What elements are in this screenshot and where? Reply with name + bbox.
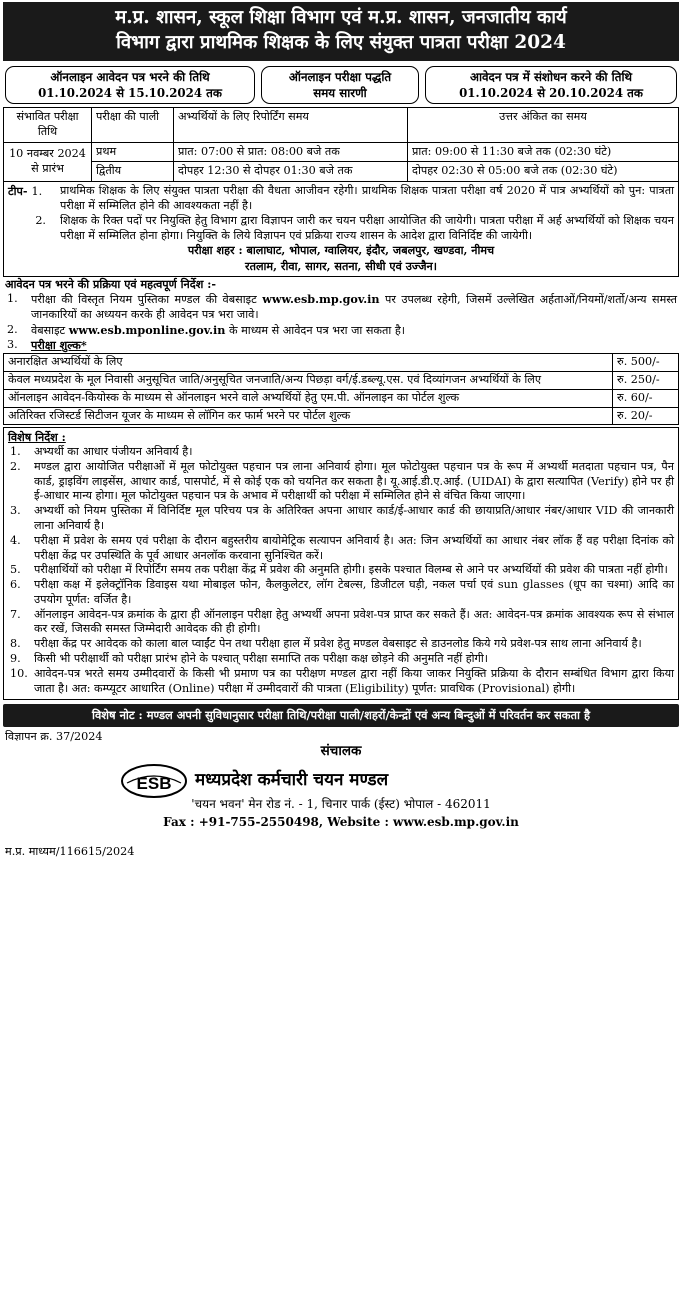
item-number: 3. (7, 338, 18, 352)
fee-label: ऑनलाइन आवेदन-कियोस्क के माध्यम से ऑनलाइन भरने वाले अभ्यर्थियों हेतु एम.पी. ऑनलाइन का पोर्टल शुल्क (4, 389, 613, 407)
fee-row (4, 407, 679, 425)
fee-amount: रु. 500/- (613, 354, 679, 372)
item-text: किसी भी परीक्षार्थी को परीक्षा प्रारंभ होने के पश्चात् परीक्षा समाप्ति तक परीक्षा कक्ष छोड़ने की अनुमति नहीं होगी। (34, 652, 488, 665)
item-number: 6. (10, 578, 21, 592)
item-number: 10. (10, 666, 28, 680)
correction-date-value: 01.10.2024 से 20.10.2024 तक (459, 85, 643, 100)
mponline-website-link[interactable]: www.esb.mponline.gov.in (68, 322, 226, 337)
organisation-name: मध्यप्रदेश कर्मचारी चयन मण्डल (195, 770, 389, 791)
office-address: 'चयन भवन' मेन रोड नं. - 1, चिनार पार्क (ईस्ट) भोपाल - 462011 (191, 797, 491, 812)
item-text: मण्डल द्वारा आयोजित परीक्षाओं में मूल फोटोयुक्त पहचान पत्र लाना अनिवार्य होगा। मूल फोटोयुक्त पहचान पत्र के रूप में अभ्यर्थी मतदाता पहचान पत्र, पैन कार्ड, ड्राइविंग लाइसेंस, आधार कार्ड, पासपोर्ट, में से कोई एक को चयनित कर सकता है। यू.आई.डी.ए.आई. (UIDAI) के द्वारा सत्यापित (Verify) होने पर ही ई-आधार मान्य होगा। मूल फोटोयुक्त पहचान पत्र के अभाव में परीक्षार्थी को परीक्षा में सम्मिलित होने से वंचित किया जाएगा। (34, 459, 674, 503)
instruction-item (8, 667, 674, 697)
footer (3, 727, 679, 877)
item-text: परीक्षा केंद्र पर आवेदक को काला बाल प्वाईंट पेन तथा परीक्षा हाल में प्रवेश हेतु मण्डल वेबसाइट से डाउनलोड किये गये प्रवेश-पत्र साथ लाना अनिवार्य है। (34, 637, 642, 651)
tip-text: प्राथमिक शिक्षक के लिए संयुक्त पात्रता परीक्षा की वैधता आजीवन रहेगी। प्राथमिक शिक्षक पात्रता परीक्षा वर्ष 2020 में पात्र अभ्यर्थियों को पुन: पात्रता परीक्षा में सम्मिलित होने की आवश्यकता नहीं है। (60, 184, 674, 212)
schedule-shift: द्वितीय (92, 162, 174, 182)
schedule-header-reporting: अभ्यर्थियों के लिए रिपोर्टिंग समय (174, 108, 408, 143)
item-number: 1. (10, 445, 21, 459)
exam-cities-line-2: रतलाम, रीवा, सागर, सतना, सीधी एवं उज्जैन। (245, 258, 437, 273)
exam-schedule-table (3, 107, 679, 182)
exam-method-title: ऑनलाइन परीक्षा पद्धति (288, 69, 392, 84)
fee-amount: रु. 60/- (613, 389, 679, 407)
item-text: परीक्षार्थियों को परीक्षा में रिपोर्टिंग समय तक परीक्षा केंद्र में प्रवेश की अनुमति होगी। इसके पश्चात विलम्ब से आने पर अभ्यर्थियों की प्रवेश की पात्रता नहीं होगी। (34, 563, 668, 577)
exam-method-box (261, 66, 419, 105)
special-instructions (3, 427, 679, 700)
schedule-answer: प्रात: 09:00 से 11:30 बजे तक (02:30 घंटे) (408, 142, 679, 162)
item-number: 8. (10, 637, 21, 651)
instruction-item (8, 637, 674, 652)
item-number: 2. (7, 322, 18, 336)
exam-cities-line-1: परीक्षा शहर : बालाघाट, भोपाल, ग्वालियर, इंदौर, जबलपुर, खण्डवा, नीमच (187, 243, 495, 258)
item-number: 5. (10, 563, 21, 577)
instruction-item (8, 534, 674, 564)
fee-heading: परीक्षा शुल्क* (31, 338, 87, 353)
schedule-shift: प्रथम (92, 142, 174, 162)
instruction-item (8, 460, 674, 504)
item-text: अभ्यर्थी का आधार पंजीयन अनिवार्य है। (34, 445, 193, 459)
correction-date-box (425, 66, 677, 105)
item-number: 3. (10, 504, 21, 518)
contact-details: Fax : +91-755-2550498, Website : www.esb.mp.gov.in (163, 815, 519, 830)
director-title: संचालक (320, 743, 362, 760)
process-item (5, 338, 677, 353)
tip-label: टीप- 1. (8, 184, 43, 199)
item-text: परीक्षा की विस्तृत नियम पुस्तिका मण्डल की वेबसाइट www.esb.mp.gov.in पर उपलब्ध रहेगी, जिसमें उल्लेखित अर्हताओं/नियमों/शर्तो/अन्य समस्त जानकारियों का अध्ययन करके ही आवेदन पत्र भरा जावे। (31, 292, 677, 321)
correction-date-title: आवेदन पत्र में संशोधन करने की तिथि (469, 69, 633, 84)
instruction-item (8, 504, 674, 534)
schedule-header-shift: परीक्षा की पाली (92, 108, 174, 143)
item-number: 7. (10, 607, 21, 621)
schedule-header-answer: उत्तर अंकित का समय (408, 108, 679, 143)
item-text: ऑनलाइन आवेदन-पत्र क्रमांक के द्वारा ही ऑनलाइन परीक्षा हेतु अभ्यर्थी अपना प्रवेश-पत्र प्राप्त कर सकते हैं। अत: आवेदन-पत्र क्रमांक आवश्यक रूप से संभाल कर रखें, जिसकी समस्त जिम्मेदारी आवेदक की ही होगी। (34, 607, 674, 636)
application-date-title: ऑनलाइन आवेदन पत्र भरने की तिथि (50, 69, 210, 84)
instruction-item (8, 608, 674, 638)
release-number: म.प्र. माध्यम/116615/2024 (5, 845, 135, 859)
schedule-header-date: संभावित परीक्षा तिथि (4, 108, 92, 143)
schedule-reporting: प्रात: 07:00 से प्रात: 08:00 बजे तक (174, 142, 408, 162)
fee-row (4, 371, 679, 389)
item-text: परीक्षा कक्ष में इलेक्ट्रॉनिक डिवाइस यथा मोबाइल फोन, कैलकुलेटर, लॉग टेबल्स, डिजीटल घड़ी, नकल पर्चा एवं sun glasses (धूप का चश्मा) आदि का उपयोग पूर्णत: वर्जित है। (34, 578, 674, 606)
tip-item (8, 214, 674, 244)
process-item (5, 292, 677, 323)
title-line-1: म.प्र. शासन, स्कूल शिक्षा विभाग एवं म.प्र. शासन, जनजातीय कार्य (115, 7, 567, 28)
tip-text: शिक्षक के रिक्त पदों पर नियुक्ति हेतु विभाग द्वारा विज्ञापन जारी कर चयन परीक्षा आयोजित की जायेगी। पात्रता परीक्षा में अर्ह अभ्यर्थियों को शिक्षक चयन परीक्षा में सम्मिलित होना होगा। नियुक्ति के लिये विज्ञापन एवं प्रक्रिया राज्य शासन के आदेश द्वारा विनिर्दिष्ट की जायेगी। (60, 213, 674, 242)
title-banner (3, 2, 679, 61)
esb-logo-icon (121, 763, 187, 799)
item-number: 1. (7, 292, 18, 306)
tip-item (8, 184, 674, 214)
item-number: 4. (10, 533, 21, 547)
fee-label: अतिरिक्त रजिस्टर्ड सिटीजन यूजर के माध्यम से लॉगिन कर फार्म भरने पर पोर्टल शुल्क (4, 407, 613, 425)
fee-table (3, 353, 679, 425)
fee-row (4, 389, 679, 407)
item-text: परीक्षा में प्रवेश के समय एवं परीक्षा के दौरान बहुस्तरीय बायोमेट्रिक सत्यापन अनिवार्य है। अत: जिन अभ्यर्थियों का आधार नंबर लॉक हैं वह परीक्षा दिनांक को परीक्षा केंद्र पर उपस्थिति के पूर्व आधार अनलॉक करवाना सुनिश्चित करें। (34, 533, 674, 562)
fee-amount: रु. 20/- (613, 407, 679, 425)
key-dates (3, 61, 679, 108)
item-text: आवेदन-पत्र भरते समय उम्मीदवारों के किसी भी प्रमाण पत्र का परीक्षण मण्डल द्वारा नहीं किया जाकर नियुक्ति प्रक्रिया के दौरान सम्बंधित विभाग द्वारा किया जाता है। अत: कम्प्यूटर आधारित (Online) परीक्षा में उम्मीदवारों की पात्रता (Eligibility) पूर्णत: प्रावधिक (Provisional) होगी। (34, 666, 674, 695)
process-heading: आवेदन पत्र भरने की प्रक्रिया एवं महत्वपूर्ण निर्देश :- (5, 277, 216, 292)
fee-amount: रु. 250/- (613, 371, 679, 389)
ad-number: विज्ञापन क्र. 37/2024 (5, 730, 103, 744)
instruction-item (8, 445, 674, 460)
tip-number: 2. (35, 213, 46, 227)
application-date-value: 01.10.2024 से 15.10.2024 तक (38, 85, 222, 100)
item-text: वेबसाइट www.esb.mponline.gov.in के माध्यम से आवेदन पत्र भरा जा सकता है। (31, 322, 406, 337)
instruction-item (8, 578, 674, 608)
process-section (3, 277, 679, 353)
item-number: 9. (10, 652, 21, 665)
svg-text:ESB: ESB (136, 774, 172, 794)
item-text: अभ्यर्थी को नियम पुस्तिका में विनिर्दिष्ट मूल परिचय पत्र के अतिरिक्त अपना आधार कार्ड/ई-आधार कार्ड की छायाप्रति/आधार नंबर/आधार VID की जानकारी लाना अनिवार्य है। (34, 504, 674, 532)
schedule-answer: दोपहर 02:30 से 05:00 बजे तक (02:30 घंटे) (408, 162, 679, 182)
item-number: 2. (10, 459, 21, 473)
instruction-item (8, 563, 674, 578)
schedule-date: 10 नवम्बर 2024 से प्रारंभ (4, 142, 92, 182)
exam-method-value: समय सारणी (313, 85, 367, 100)
instruction-item (8, 652, 674, 667)
special-heading: विशेष निर्देश : (8, 430, 66, 445)
title-line-2: विभाग द्वारा प्राथमिक शिक्षक के लिए संयुक्त पात्रता परीक्षा 2024 (116, 31, 566, 53)
process-item (5, 323, 677, 339)
esb-website-link[interactable]: www.esb.mp.gov.in (262, 292, 380, 307)
fee-label: केवल मध्यप्रदेश के मूल निवासी अनुसूचित जाति/अनुसूचित जनजाति/अन्य पिछड़ा वर्ग/ई.डब्ल्यू.एस. एवं दिव्यांगजन अभ्यर्थियों के लिए (4, 371, 613, 389)
fee-row (4, 354, 679, 372)
fee-label: अनारक्षित अभ्यर्थियों के लिए (4, 354, 613, 372)
tips-section (3, 182, 679, 277)
schedule-reporting: दोपहर 12:30 से दोपहर 01:30 बजे तक (174, 162, 408, 182)
special-note-banner: विशेष नोट : मण्डल अपनी सुविधानुसार परीक्षा तिथि/परीक्षा पाली/शहरों/केन्द्रों एवं अन्य बिन्दुओं में परिवर्तन कर सकता है (3, 704, 679, 727)
application-date-box (5, 66, 255, 105)
